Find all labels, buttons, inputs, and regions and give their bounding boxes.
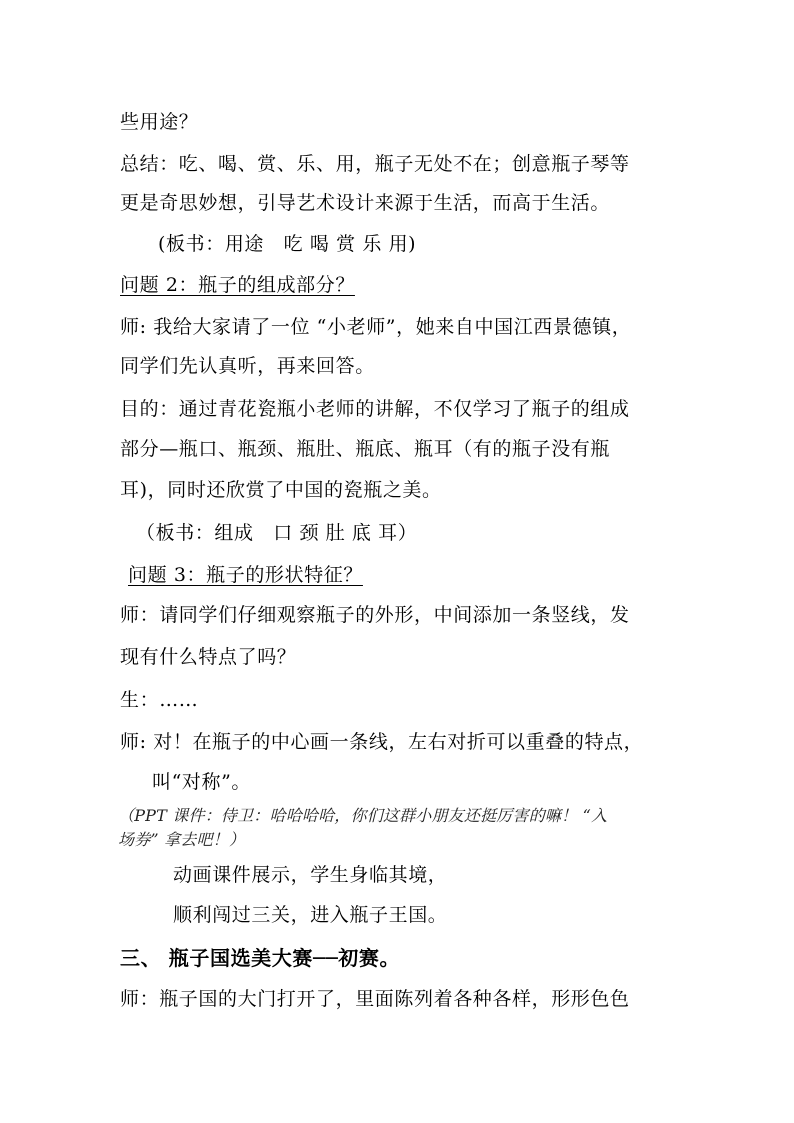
text-line: 总结：吃、喝、赏、乐、用，瓶子无处不在；创意瓶子琴等 [120,153,630,175]
board-note: （板书：组成 口 颈 肚 底 耳） [136,522,418,544]
text-line: 顺利闯过三关，进入瓶子王国。 [173,904,448,926]
ppt-note: 场券” 拿去吧！） [118,830,246,849]
text-line: 叫“对称”。 [152,771,252,793]
text-line: 耳)，同时还欣赏了中国的瓷瓶之美。 [120,479,442,501]
question-heading: 问题 2：瓶子的组成部分？ [120,274,355,296]
text-line: 师: 我给大家请了一位 “小老师”，她来自中国江西景德镇， [120,316,632,338]
text-line: 部分—瓶口、瓶颈、瓶肚、瓶底、瓶耳（有的瓶子没有瓶 [120,438,611,460]
text-line: 师: 对！在瓶子的中心画一条线，左右对折可以重叠的特点， [120,731,644,753]
ppt-note: （PPT 课件：侍卫：哈哈哈哈，你们这群小朋友还挺厉害的嘛！ “入 [118,806,608,825]
text-line: 生：…… [120,689,199,711]
question-heading: 问题 3：瓶子的形状特征？ [128,564,363,586]
text-line: 些用途？ [120,111,199,133]
text-line: 目的：通过青花瓷瓶小老师的讲解，不仅学习了瓶子的组成 [120,398,630,420]
text-line: 现有什么特点了吗？ [120,646,297,668]
board-note: (板书：用途 吃 喝 赏 乐 用) [158,233,417,255]
text-line: 师：瓶子国的大门打开了，里面陈列着各种各样，形形色色 [120,988,630,1010]
text-line: 师：请同学们仔细观察瓶子的外形，中间添加一条竖线，发 [120,604,630,626]
section-heading: 三、 瓶子国选美大赛──初赛。 [120,946,401,970]
text-line: 更是奇思妙想，引导艺术设计来源于生活，而高于生活。 [120,192,611,214]
text-line: 动画课件展示，学生身临其境， [173,864,448,886]
text-line: 同学们先认真听，再来回答。 [120,355,375,377]
